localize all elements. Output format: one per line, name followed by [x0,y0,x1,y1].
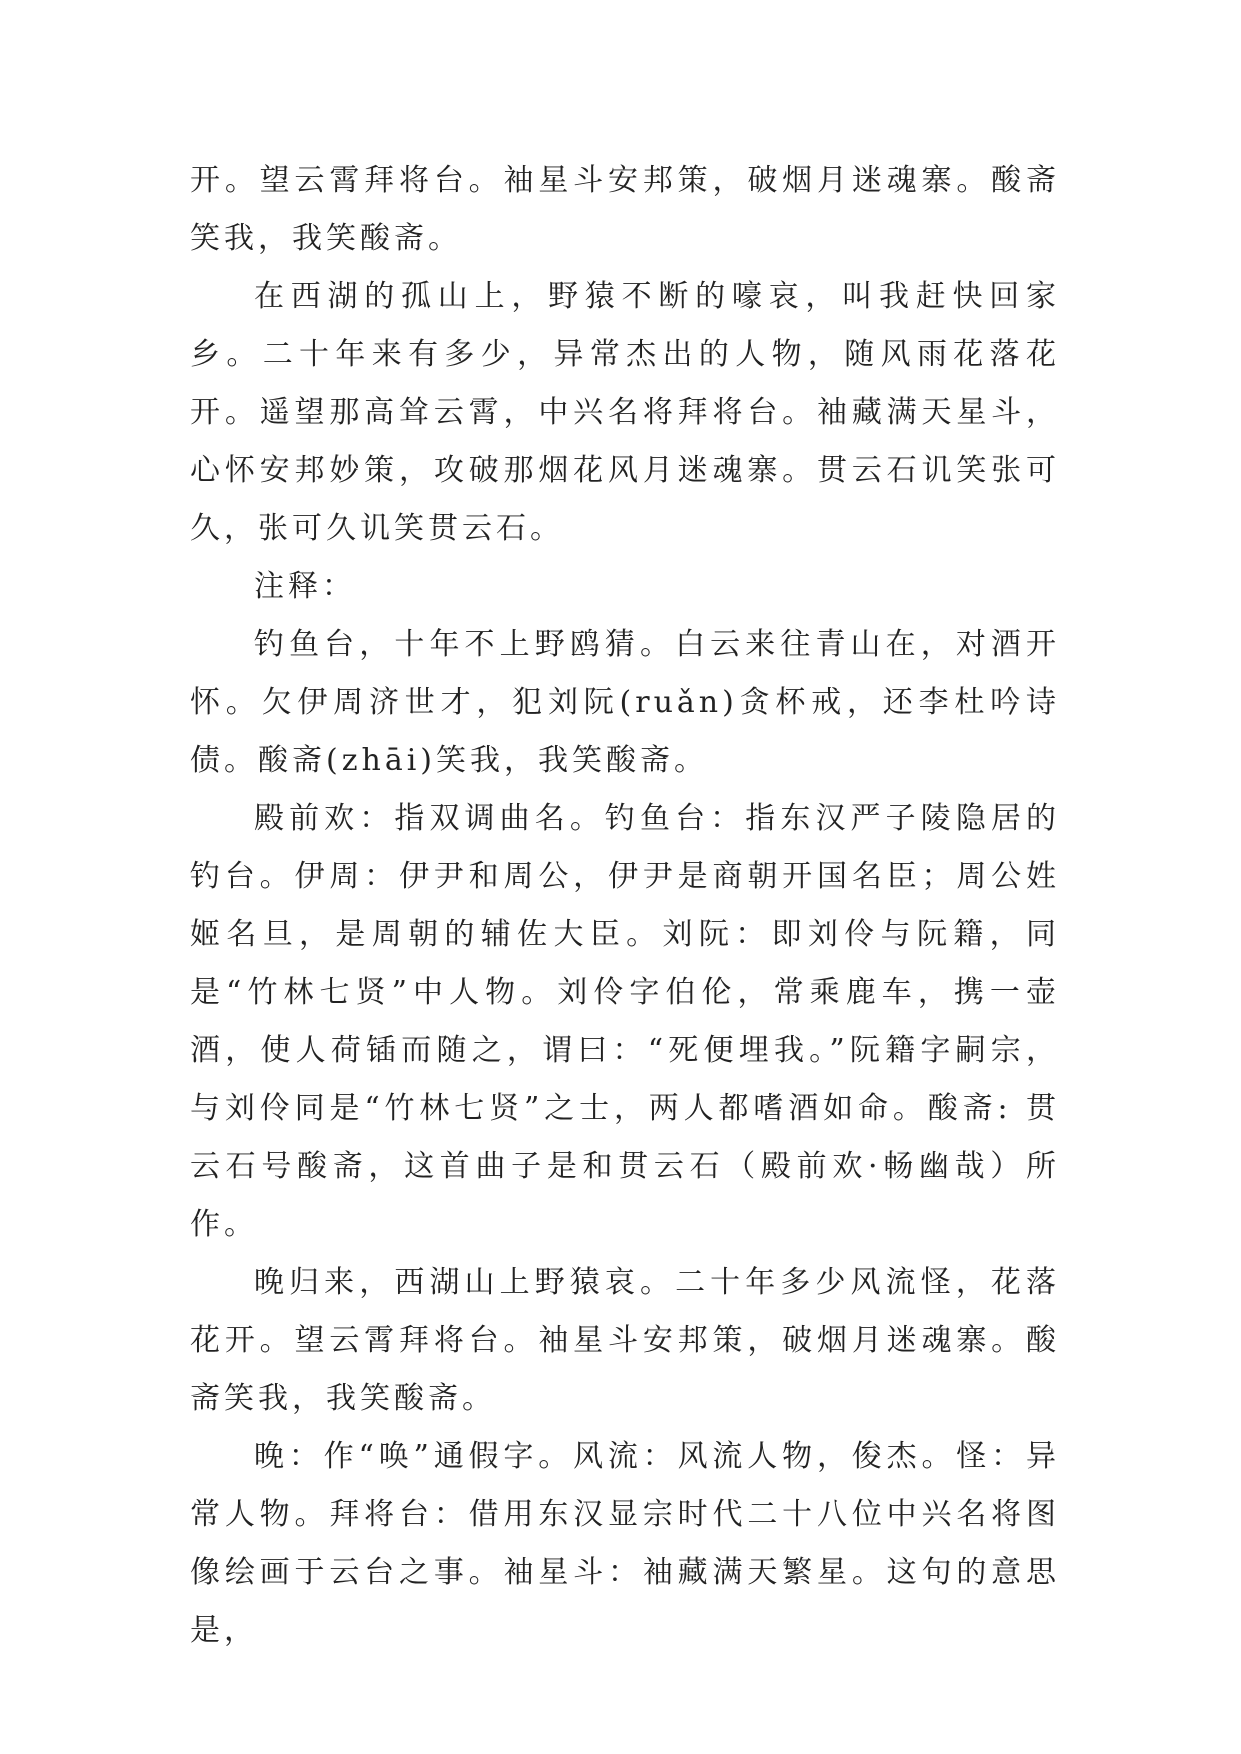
paragraph-notes-2: 晚：作“唤”通假字。风流：风流人物，俊杰。怪：异常人物。拜将台：借用东汉显宗时代二十八位中兴名将图像绘画于云台之事。袖星斗：袖藏满天繁星。这句的意思是， [190,1439,1060,1648]
paragraph-1: 开。望云霄拜将台。袖星斗安邦策，破烟月迷魂寨。酸斋笑我，我笑酸斋。 [190,163,1060,256]
document-body [190,152,1060,1660]
paragraph-2: 在西湖的孤山上，野猿不断的嚎哀，叫我赶快回家乡。二十年来有多少，异常杰出的人物，随风雨花落花开。遥望那高耸云霄，中兴名将拜将台。袖藏满天星斗，心怀安邦妙策，攻破那烟花风月迷魂寨。贯云石讥笑张可久，张可久讥笑贯云石。 [190,279,1060,546]
paragraph-notes-1: 殿前欢：指双调曲名。钓鱼台：指东汉严子陵隐居的钓台。伊周：伊尹和周公，伊尹是商朝开国名臣；周公姓姬名旦，是周朝的辅佐大臣。刘阮：即刘伶与阮籍，同是“竹林七贤”中人物。刘伶字伯伦，常乘鹿车，携一壶酒，使人荷锸而随之，谓曰：“死便埋我。”阮籍字嗣宗，与刘伶同是“竹林七贤”之士，两人都嗜酒如命。酸斋: 贯云石号酸斋，这首曲子是和贯云石（殿前欢·畅幽哉）所作。 [190,801,1060,1242]
paragraph-poem-text: 钓鱼台，十年不上野鸥猜。白云来往青山在，对酒开怀。欠伊周济世才，犯刘阮(ruǎn)贪杯戒，还李杜吟诗债。酸斋(zhāi)笑我，我笑酸斋。 [190,627,1060,778]
paragraph-poem-text-2: 晚归来，西湖山上野猿哀。二十年多少风流怪，花落花开。望云霄拜将台。袖星斗安邦策，破烟月迷魂寨。酸斋笑我，我笑酸斋。 [190,1265,1060,1416]
annotation-heading: 注释： [254,569,356,604]
